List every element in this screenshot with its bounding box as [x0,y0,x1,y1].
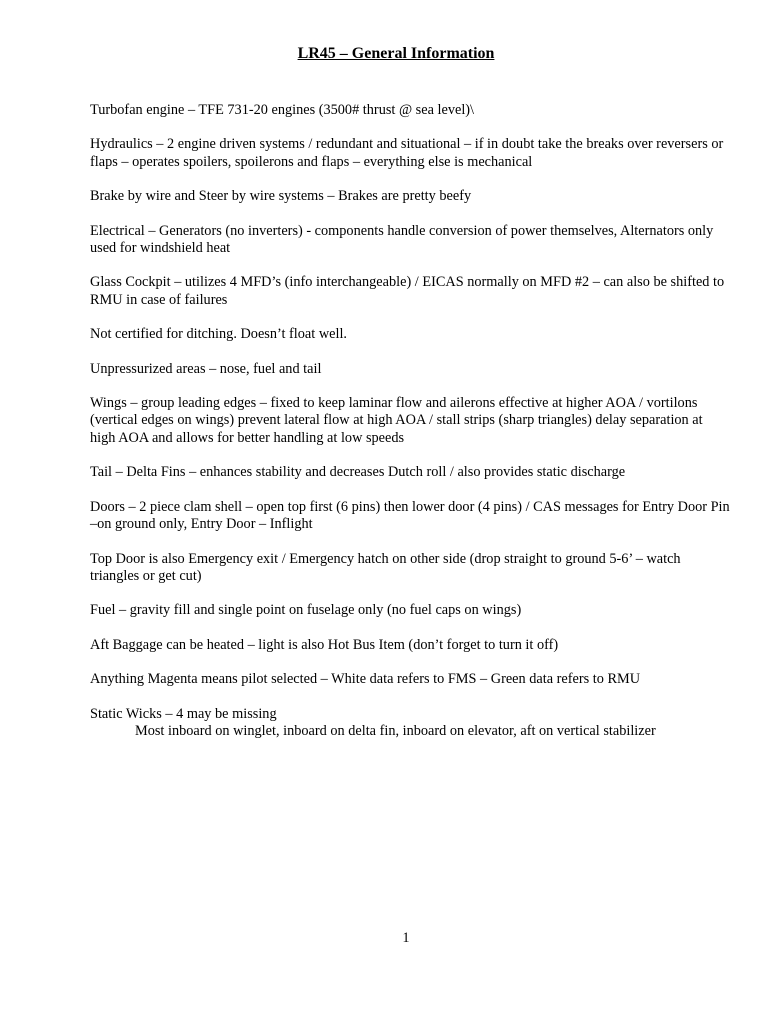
paragraph-ditching: Not certified for ditching. Doesn’t float well. [90,326,348,343]
paragraph-glass-cockpit: Glass Cockpit – utilizes 4 MFD’s (info interchangeable) / EICAS normally on MFD #2 – can also be shifted to RMU in case of failures [90,274,725,308]
paragraph-wings: Wings – group leading edges – fixed to keep laminar flow and ailerons effective at higher AOA / vortilons (vertical edges on wings) prevent lateral flow at high AOA / stall strips (sharp triangles) delay separation at high AOA and allows for better handling at low speeds [90,395,703,446]
paragraph-static-wicks [90,706,730,741]
page-title: LR45 – General Information [297,45,495,62]
paragraph-electrical: Electrical – Generators (no inverters) - components handle conversion of power themselves, Alternators only used for windshield heat [90,222,714,257]
paragraph-hydraulics: Hydraulics – 2 engine driven systems / redundant and situational – if in doubt take the breaks over reversers or flaps – operates spoilers, spoilerons and flaps – everything else is mechanical [90,136,724,170]
paragraph-doors: Doors – 2 piece clam shell – open top first (6 pins) then lower door (4 pins) / CAS messages for Entry Door Pin –on ground only, Entry Door – Inflight [90,498,730,533]
paragraph-top-door: Top Door is also Emergency exit / Emergency hatch on other side (drop straight to ground 5-6’ – watch triangles or get cut) [90,550,681,584]
paragraph-unpressurized-areas: Unpressurized areas – nose, fuel and tail [90,360,322,377]
paragraph-tail: Tail – Delta Fins – enhances stability and decreases Dutch roll / also provides static discharge [90,464,626,481]
paragraph-fuel: Fuel – gravity fill and single point on fuselage only (no fuel caps on wings) [90,602,522,619]
static-wicks-heading: Static Wicks – 4 may be missing [90,705,277,722]
paragraph-magenta-data: Anything Magenta means pilot selected – White data refers to FMS – Green data refers to RMU [90,671,641,688]
paragraph-brake-steer-by-wire: Brake by wire and Steer by wire systems – Brakes are pretty beefy [90,188,472,205]
paragraph-turbofan-engine: Turbofan engine – TFE 731-20 engines (3500# thrust @ sea level)\ [90,102,475,118]
paragraph-aft-baggage: Aft Baggage can be heated – light is also Hot Bus Item (don’t forget to turn it off) [90,636,559,653]
page-number: 1 [402,930,410,946]
document-body [90,102,730,740]
static-wicks-detail: Most inboard on winglet, inboard on delta fin, inboard on elevator, aft on vertical stabilizer [135,722,656,739]
